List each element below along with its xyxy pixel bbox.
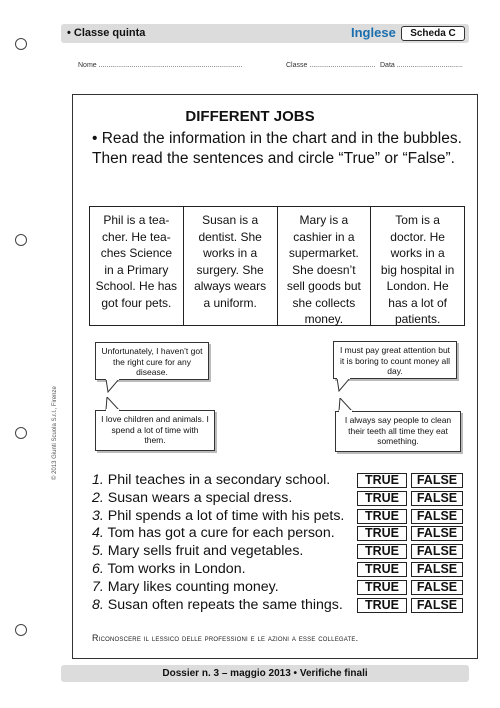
chart-cell-phil: Phil is a tea- cher. He tea- ches Science in a Primary School. He has got four pets. <box>90 207 184 325</box>
instruction-text: • Read the information in the chart and in the bubbles. Then read the sentences and circle “True” or “False”. <box>92 130 462 167</box>
sentence-row: 7. Mary likes counting money. TRUE FALSE <box>92 579 472 597</box>
bubble-tail-4 <box>338 398 354 412</box>
false-option[interactable]: FALSE <box>411 598 463 613</box>
binder-hole-2 <box>15 234 27 246</box>
sentence-row: 4. Tom has got a cure for each person. TRUE FALSE <box>92 525 472 543</box>
class-label: • Classe quinta <box>67 27 146 39</box>
sentence-row: 6. Tom works in London. TRUE FALSE <box>92 561 472 579</box>
binder-hole-3 <box>15 427 27 439</box>
true-option[interactable]: TRUE <box>357 598 407 613</box>
page-title: DIFFERENT JOBS <box>185 108 315 125</box>
speech-bubble-4: I always say people to clean their teeth all time they eat something. <box>335 411 461 452</box>
false-option[interactable]: FALSE <box>411 544 463 559</box>
true-option[interactable]: TRUE <box>357 562 407 577</box>
true-option[interactable]: TRUE <box>357 544 407 559</box>
sentence-row: 2. Susan wears a special dress. TRUE FALSE <box>92 490 472 508</box>
true-option[interactable]: TRUE <box>357 491 407 506</box>
false-option[interactable]: FALSE <box>411 509 463 524</box>
sentence-row: 8. Susan often repeats the same things. TRUE FALSE <box>92 597 472 615</box>
false-option[interactable]: FALSE <box>411 580 463 595</box>
bubble-tail-2 <box>336 378 352 392</box>
sentence-row: 3. Phil spends a lot of time with his pets. TRUE FALSE <box>92 508 472 526</box>
sentence-row: 5. Mary sells fruit and vegetables. TRUE FALSE <box>92 543 472 561</box>
false-option[interactable]: FALSE <box>411 562 463 577</box>
sentence-row: 1. Phil teaches in a secondary school. TRUE FALSE <box>92 472 472 490</box>
true-option[interactable]: TRUE <box>357 526 407 541</box>
binder-hole-1 <box>15 38 27 50</box>
true-option[interactable]: TRUE <box>357 473 407 488</box>
date-field[interactable]: Data .................................. <box>380 62 463 69</box>
learning-objective: Riconoscere il lessico delle professioni e le azioni a esse collegate. <box>92 633 359 643</box>
true-option[interactable]: TRUE <box>357 580 407 595</box>
copyright-note: © 2013 Giunti Scuola S.r.l., Firenze <box>52 386 58 480</box>
jobs-chart <box>89 206 465 326</box>
chart-cell-susan: Susan is a dentist. She works in a surgery. She always wears a uniform. <box>184 207 278 325</box>
speech-bubble-1: Unfortunately, I haven’t got the right cure for any disease. <box>95 342 209 380</box>
bubble-tail-1 <box>105 379 121 393</box>
chart-cell-tom: Tom is a doctor. He works in a big hospital in London. He has a lot of patients. <box>380 213 455 326</box>
subject-label: Inglese <box>351 25 396 40</box>
header-bar <box>61 24 469 43</box>
name-field[interactable]: Nome .......................................................................... <box>78 62 243 69</box>
speech-bubble-2: I must pay great attention but it is boring to count money all day. <box>333 341 457 379</box>
false-option[interactable]: FALSE <box>411 526 463 541</box>
sentence-list <box>92 472 472 614</box>
speech-bubble-3: I love children and animals. I spend a lot of time with them. <box>95 410 215 451</box>
footer-bar: Dossier n. 3 – maggio 2013 • Verifiche finali <box>61 665 469 682</box>
bubble-tail-3 <box>105 397 121 411</box>
binder-hole-4 <box>15 624 27 636</box>
chart-cell-mary: Mary is a cashier in a supermarket. She doesn’t sell goods but she collects money. <box>278 207 372 325</box>
class-field[interactable]: Classe .................................. <box>286 62 376 69</box>
sheet-badge: Scheda C <box>401 26 465 41</box>
false-option[interactable]: FALSE <box>411 491 463 506</box>
true-option[interactable]: TRUE <box>357 509 407 524</box>
false-option[interactable]: FALSE <box>411 473 463 488</box>
